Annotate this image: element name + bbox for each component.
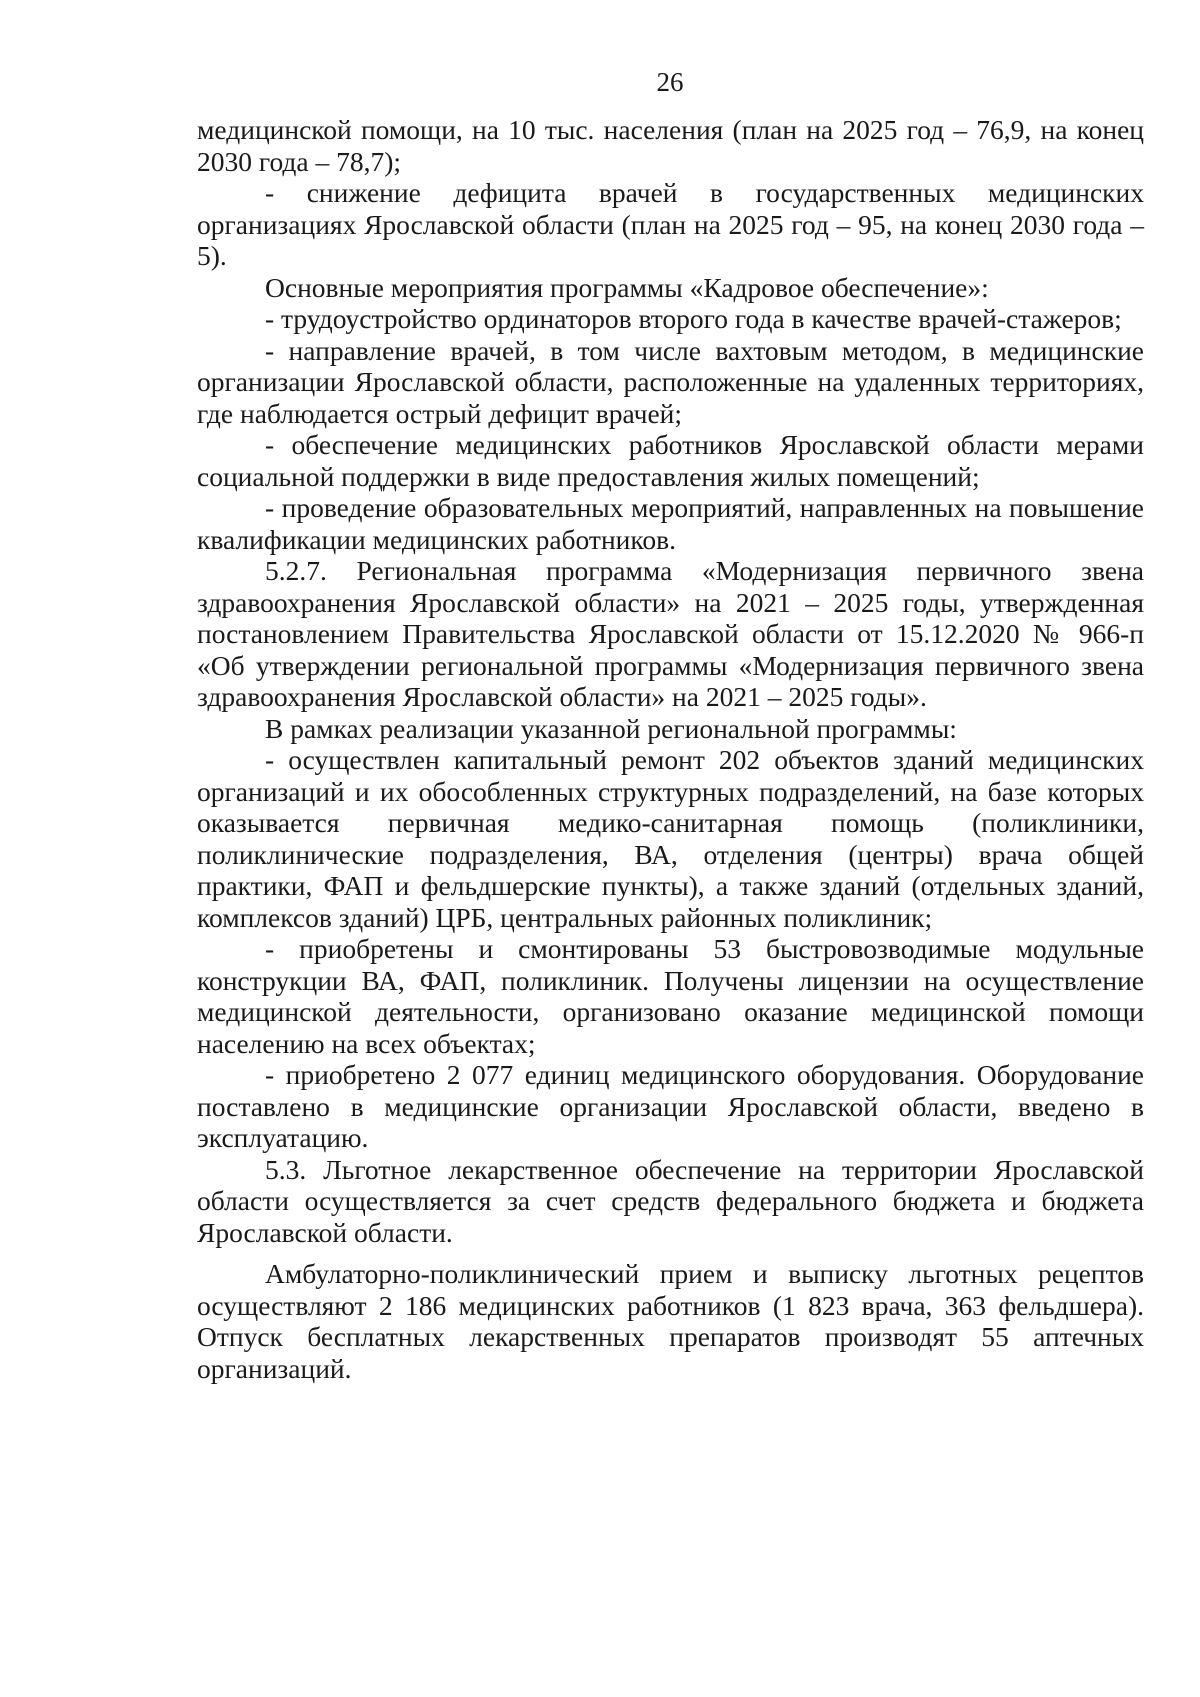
paragraph: Основные мероприятия программы «Кадровое обеспечение»: <box>265 271 989 303</box>
paragraph: - приобретены и смонтированы 53 быстровозводимые модульные конструкции ВА, ФАП, поликлиник. Получены лицензии на осуществление медицинской деятельности, организовано оказание медицинской помощи населению на всех объектах; <box>197 933 1144 1059</box>
page-number: 26 <box>656 67 684 97</box>
paragraph: медицинской помощи, на 10 тыс. населения (план на 2025 год – 76,9, на конец 2030 года – 78,7); <box>197 114 1144 177</box>
body-text <box>197 114 1144 1384</box>
paragraph: - трудоустройство ординаторов второго года в качестве врачей-стажеров; <box>265 303 1122 334</box>
paragraph: 5.3. Льготное лекарственное обеспечение на территории Ярославской области осуществляется за счет средств федерального бюджета и бюджета Ярославской области. <box>197 1153 1144 1248</box>
paragraph: В рамках реализации указанной региональной программы: <box>265 712 957 744</box>
paragraph: - снижение дефицита врачей в государственных медицинских организациях Ярославской области (план на 2025 год – 95, на конец 2030 года – 5). <box>197 177 1144 271</box>
paragraph: - обеспечение медицинских работников Ярославской области мерами социальной поддержки в виде предоставления жилых помещений; <box>197 429 1144 492</box>
paragraph: 5.2.7. Региональная программа «Модернизация первичного звена здравоохранения Ярославской области» на 2021 – 2025 годы, утвержденная постановлением Правительства Ярославской области от 15.12.2020 № 966-п «Об утверждении региональной программы «Модернизация первичного звена здравоохранения Ярославской области» на 2021 – 2025 годы». <box>197 555 1144 712</box>
paragraph: Амбулаторно-поликлинический прием и выписку льготных рецептов осуществляют 2 186 медицинских работников (1 823 врача, 363 фельдшера). Отпуск бесплатных лекарственных препаратов производят 55 аптечных организаций. <box>197 1258 1144 1384</box>
paragraph: - проведение образовательных мероприятий, направленных на повышение квалификации медицинских работников. <box>197 492 1144 555</box>
paragraph: - осуществлен капитальный ремонт 202 объектов зданий медицинских организаций и их обособленных структурных подразделений, на базе которых оказывается первичная медико-санитарная помощь (поликлиники, поликлинические подразделения, ВА, отделения (центры) врача общей практики, ФАП и фельдшерские пункты), а также зданий (отдельных зданий, комплексов зданий) ЦРБ, центральных районных поликлиник; <box>197 744 1144 933</box>
paragraph: - приобретено 2 077 единиц медицинского оборудования. Оборудование поставлено в медицинские организации Ярославской области, введено в эксплуатацию. <box>197 1059 1144 1153</box>
paragraph: - направление врачей, в том числе вахтовым методом, в медицинские организации Ярославской области, расположенные на удаленных территориях, где наблюдается острый дефицит врачей; <box>197 334 1144 429</box>
